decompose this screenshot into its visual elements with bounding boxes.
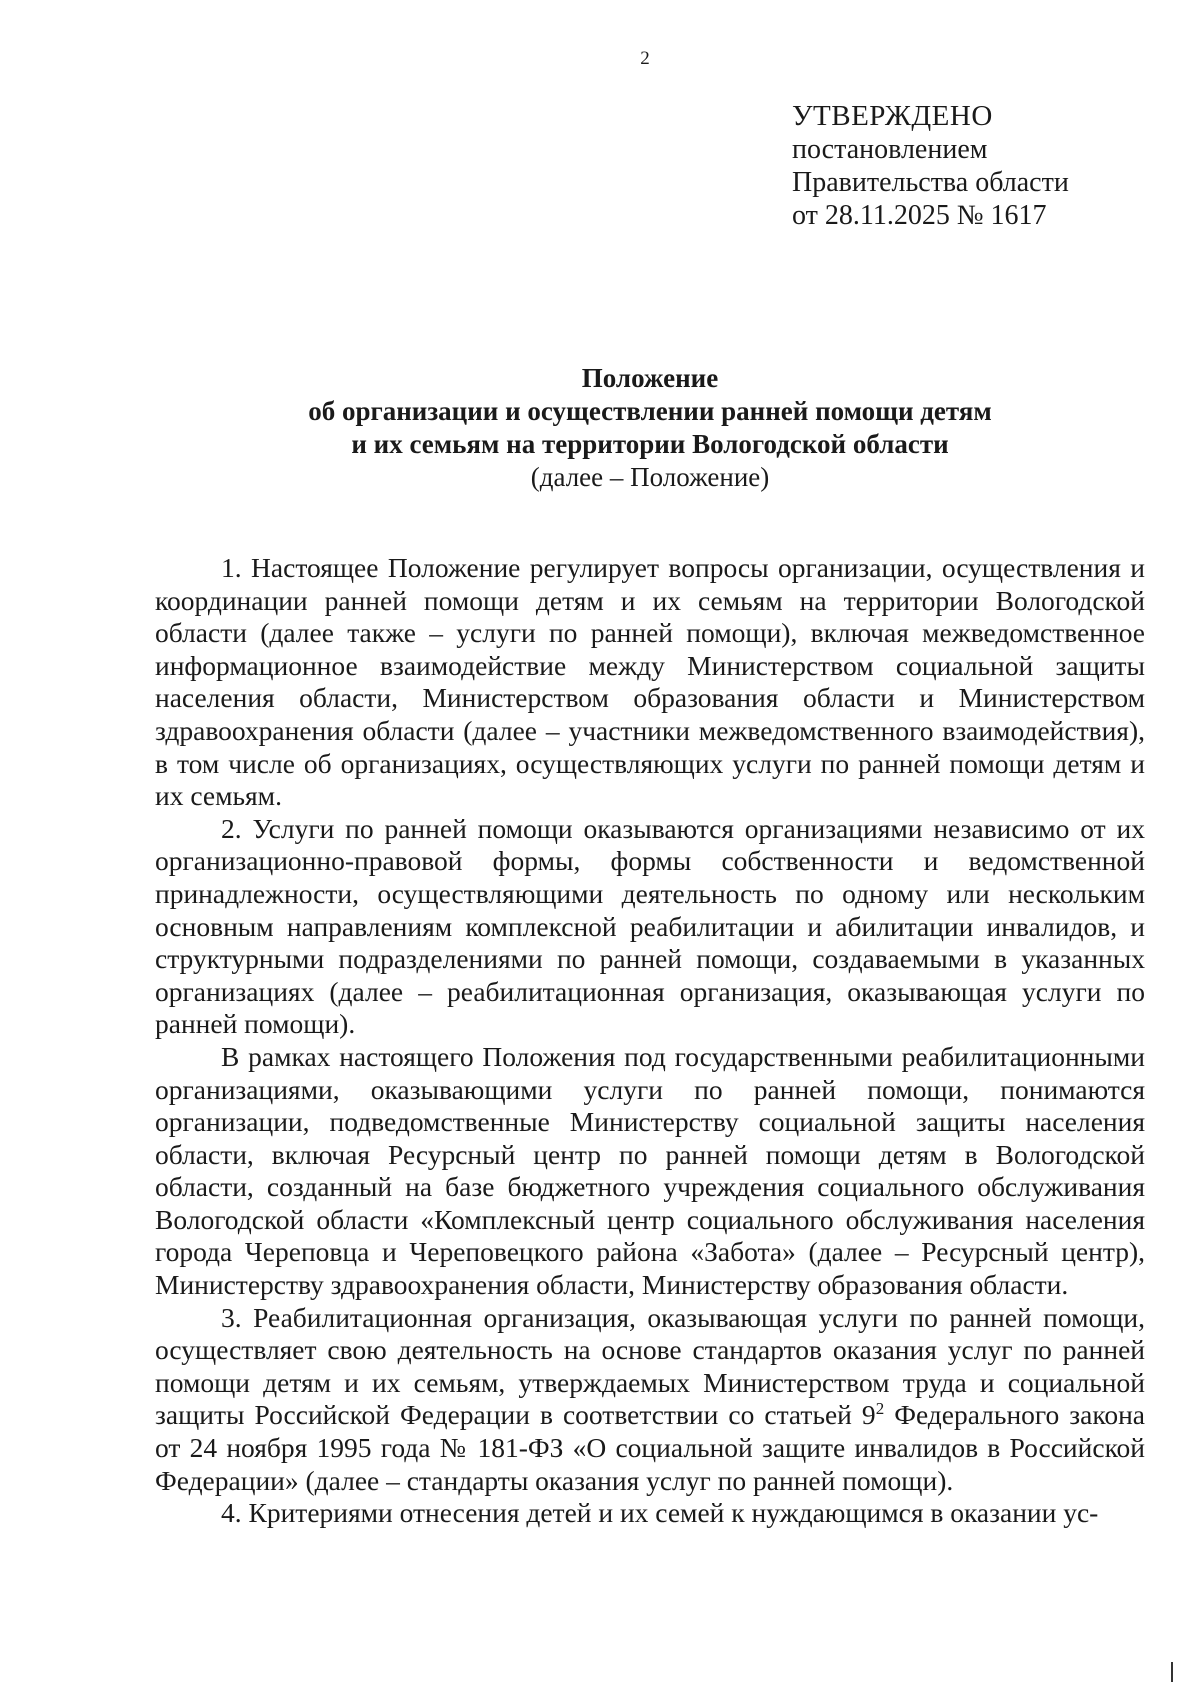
scan-edge-mark [1171, 1662, 1173, 1682]
paragraph-5: 4. Критериями отнесения детей и их семей к нуждающимся в оказании ус- [221, 1497, 1099, 1529]
approval-stamp-block [792, 100, 1069, 232]
document-body [155, 552, 1145, 1530]
approval-line-1: постановлением [792, 134, 988, 165]
title-line-3: и их семьям на территории Вологодской области [351, 429, 949, 459]
title-line-4: (далее – Положение) [530, 462, 770, 492]
title-line-1: Положение [581, 363, 719, 393]
paragraph-3: В рамках настоящего Положения под государственными реабилитационными организациями, оказывающими услуги по ранней помощи, понимаются организации, подведомственные Министерству социальной защиты населения области, включая Ресурсный центр по ранней помощи детям в Вологодской области, созданный на базе бюджетного учреждения социального обслуживания Вологодской области «Комплексный центр социального обслуживания населения города Череповца и Череповецкого района «Забота» (далее – Ресурсный центр), Министерству здравоохранения области, Министерству образования области. [155, 1040, 1145, 1301]
approval-stamp: УТВЕРЖДЕНО [792, 100, 993, 132]
page-number: 2 [640, 48, 650, 69]
title-line-2: об организации и осуществлении ранней помощи детям [308, 396, 992, 426]
document-title [150, 362, 1150, 494]
approval-line-3: от 28.11.2025 № 1617 [792, 200, 1047, 231]
paragraph-4-part-2: Федерального закона от 24 ноября 1995 года № 181-ФЗ «О социальной защите инвалидов в Российской Федерации» (далее – стандарты оказания услуг по ранней помощи). [155, 1399, 1145, 1496]
article-superscript: 2 [875, 1399, 885, 1419]
paragraph-1: 1. Настоящее Положение регулирует вопросы организации, осуществления и координации ранней помощи детям и их семьям на территории Вологодской области (далее также – услуги по ранней помощи), включая межведомственное информационное взаимодействие между Министерством социальной защиты населения области, Министерством образования области и Министерством здравоохранения области (далее – участники межведомственного взаимодействия), в том числе об организациях, осуществляющих услуги по ранней помощи детям и их семьям. [155, 552, 1145, 812]
paragraph-4 [155, 1302, 1145, 1498]
approval-line-2: Правительства области [792, 167, 1069, 198]
paragraph-2: 2. Услуги по ранней помощи оказываются организациями независимо от их организационно-правовой формы, формы собственности и ведомственной принадлежности, осуществляющими деятельность по одному или нескольким основным направлениям комплексной реабилитации и абилитации инвалидов, и структурными подразделениями по ранней помощи, создаваемыми в указанных организациях (далее – реабилитационная организация, оказывающая услуги по ранней помощи). [155, 812, 1145, 1040]
paragraph-4-part-1: 3. Реабилитационная организация, оказывающая услуги по ранней помощи, осуществляет свою деятельность на основе стандартов оказания услуг по ранней помощи детям и их семьям, утверждаемых Министерством труда и социальной защиты Российской Федерации в соответствии со статьей 9 [155, 1301, 1145, 1431]
